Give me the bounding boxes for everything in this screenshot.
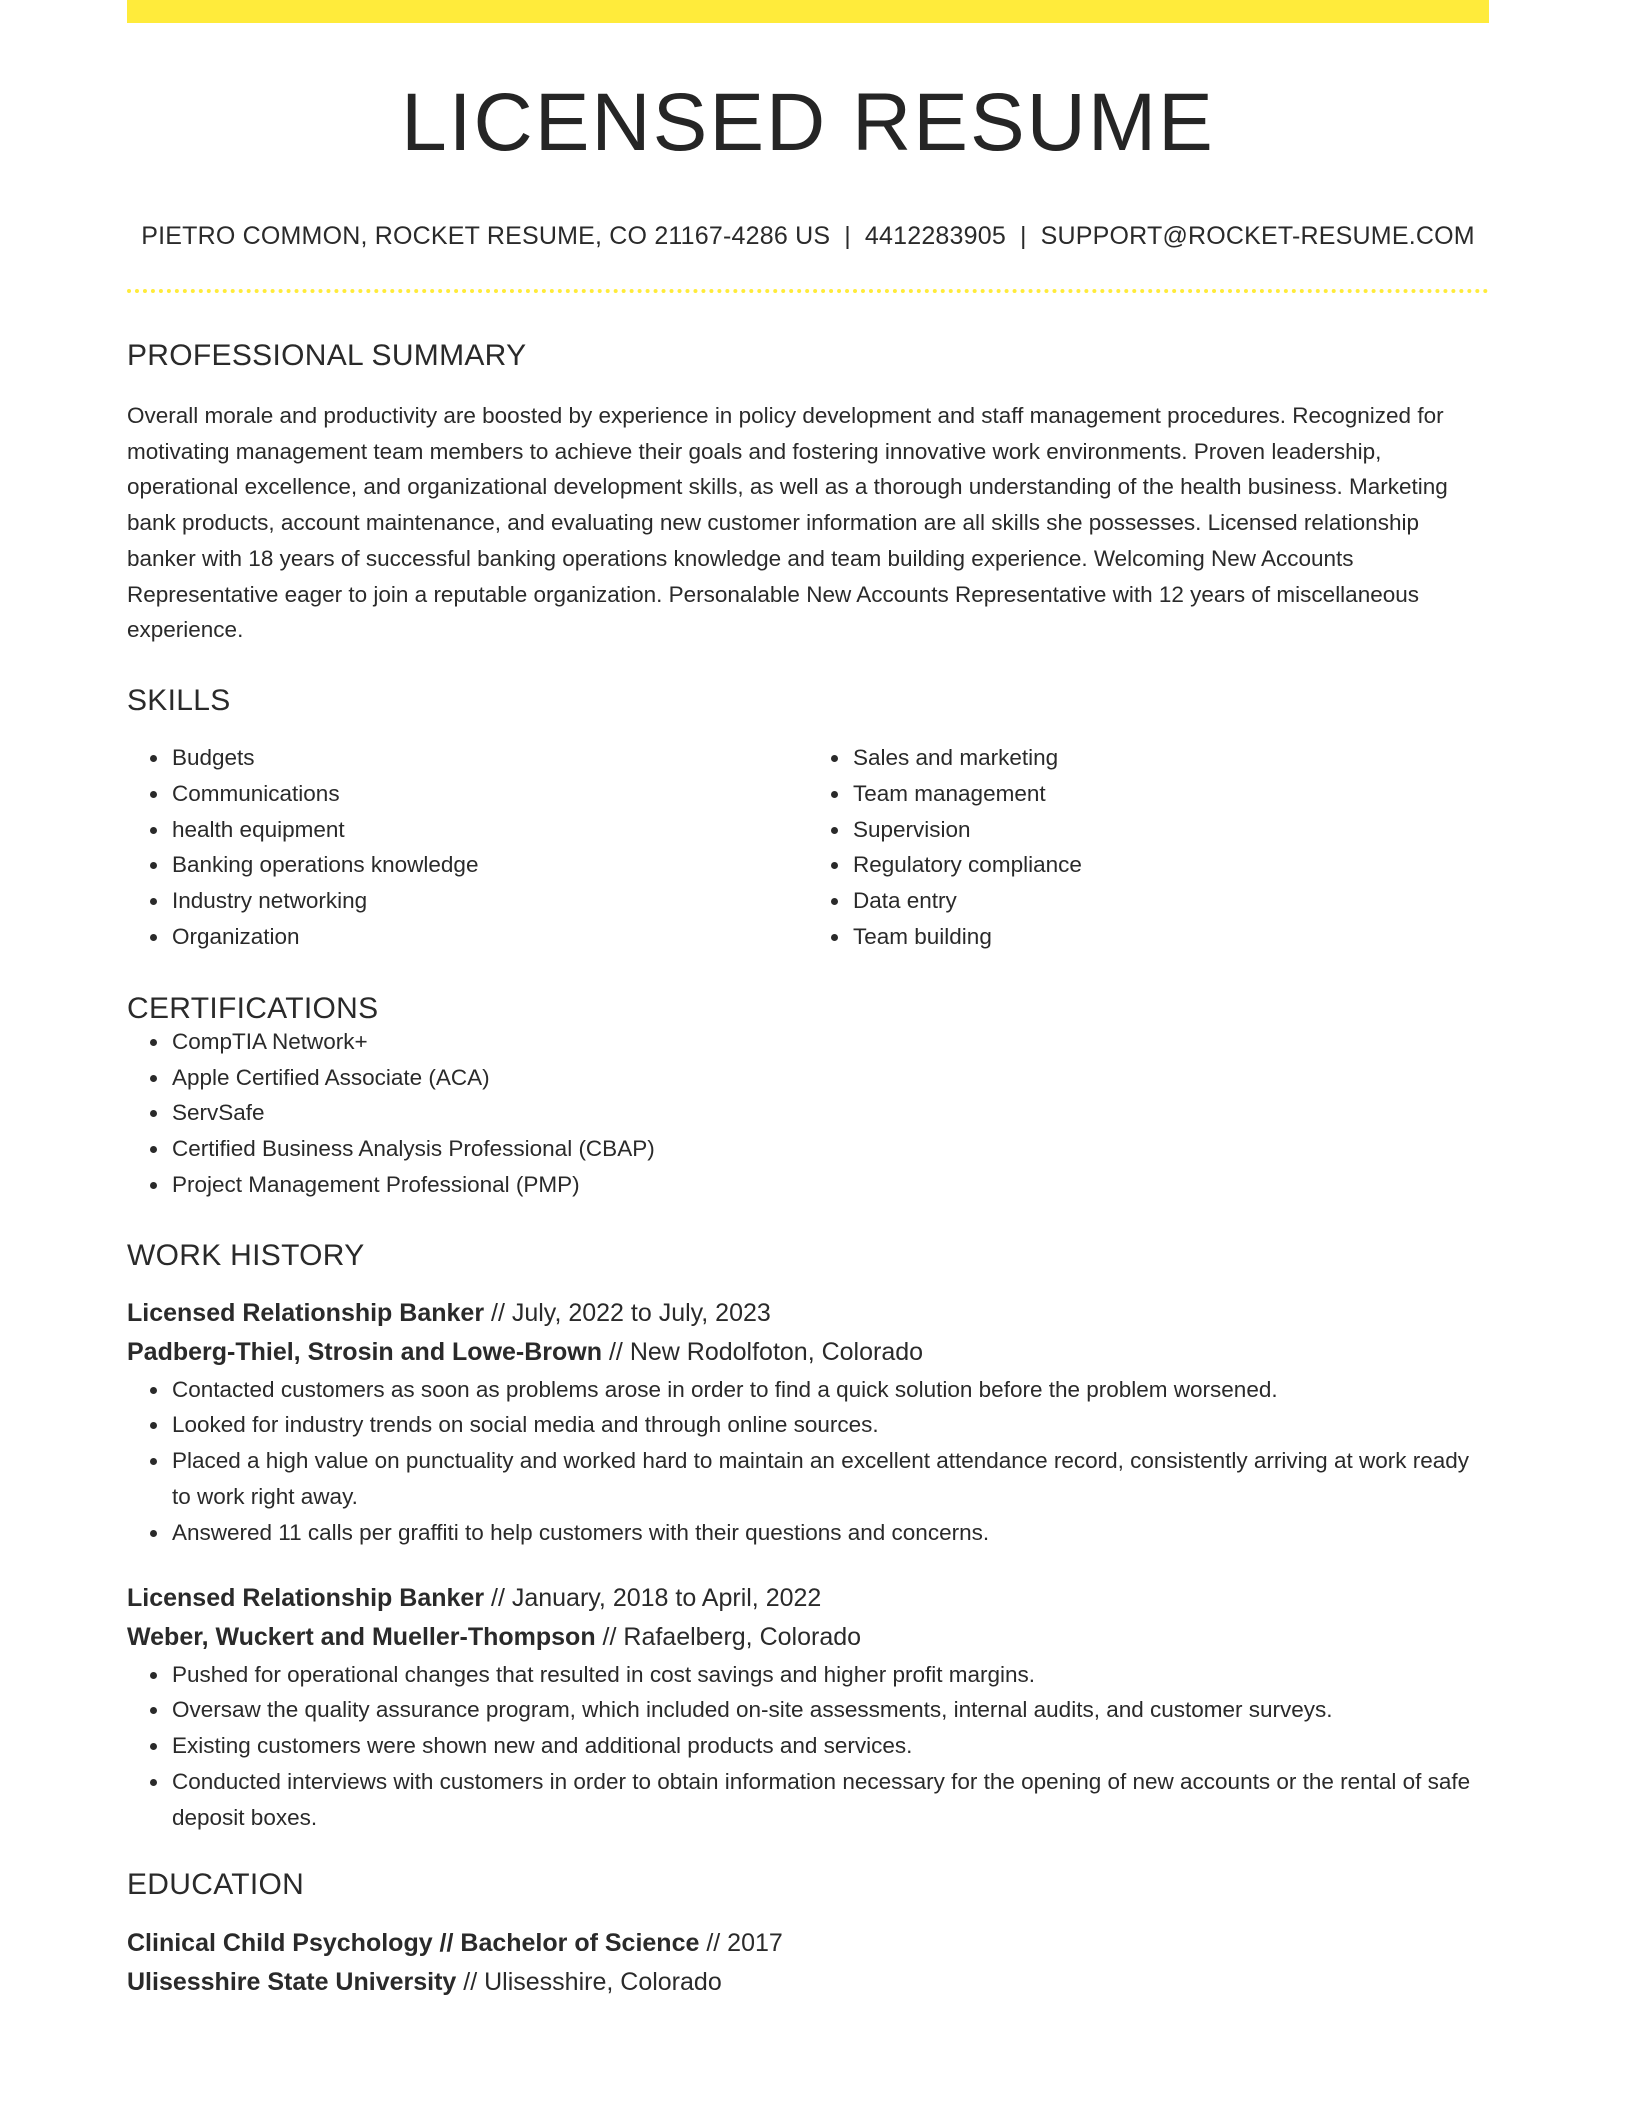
education-degree: Clinical Child Psychology // Bachelor of Science (127, 1928, 700, 1957)
job-title: Licensed Relationship Banker (127, 1583, 485, 1612)
skill-item: • Banking operations knowledge (170, 847, 808, 883)
resume-title: LICENSED RESUME (401, 77, 1215, 168)
job-duty-item: • Placed a high value on punctuality and worked hard to maintain an excellent attendance record, consistently arriving at work ready to work right away. (170, 1443, 1489, 1515)
skill-item: • Industry networking (170, 883, 808, 919)
certification-item: • ServSafe (170, 1095, 1489, 1131)
skills-column-left (127, 740, 808, 955)
job-duty-item: • Contacted customers as soon as problems arose in order to find a quick solution before the problem worsened. (170, 1372, 1489, 1408)
skill-item: • health equipment (170, 812, 808, 848)
certification-item: • Certified Business Analysis Professional (CBAP) (170, 1131, 1489, 1167)
education-degree-line (127, 1924, 1489, 1963)
skill-item: • Sales and marketing (851, 740, 1489, 776)
job-duty-item: • Conducted interviews with customers in order to obtain information necessary for the opening of new accounts or the rental of safe deposit boxes. (170, 1764, 1489, 1836)
job-duty-item: • Existing customers were shown new and additional products and services. (170, 1728, 1489, 1764)
job-company-line (127, 1618, 1489, 1657)
accent-top-bar (127, 0, 1489, 23)
job-duty-item: • Looked for industry trends on social media and through online sources. (170, 1407, 1489, 1443)
job-location: // New Rodolfoton, Colorado (608, 1337, 924, 1366)
contact-email: SUPPORT@ROCKET-RESUME.COM (1040, 222, 1475, 250)
contact-separator: | (1019, 222, 1027, 250)
job-entry (127, 1579, 1489, 1836)
job-title-line (127, 1579, 1489, 1618)
certifications-list (127, 1024, 1489, 1203)
resume-page (127, 0, 1489, 2002)
education-year: // 2017 (706, 1928, 783, 1957)
contact-address: PIETRO COMMON, ROCKET RESUME, CO 21167-4286 US (141, 222, 831, 250)
job-dates: // July, 2022 to July, 2023 (491, 1298, 771, 1327)
skill-item: • Data entry (851, 883, 1489, 919)
skill-item: • Supervision (851, 812, 1489, 848)
contact-phone: 4412283905 (864, 222, 1006, 250)
summary-heading: PROFESSIONAL SUMMARY (127, 339, 527, 372)
job-duty-item: • Pushed for operational changes that resulted in cost savings and higher profit margins. (170, 1657, 1489, 1693)
education-location: // Ulisesshire, Colorado (463, 1967, 722, 1996)
skill-item: • Team management (851, 776, 1489, 812)
contact-line (127, 224, 1489, 249)
skill-item: • Regulatory compliance (851, 847, 1489, 883)
job-entry (127, 1294, 1489, 1551)
job-dates: // January, 2018 to April, 2022 (491, 1583, 822, 1612)
education-school-line (127, 1963, 1489, 2002)
skills-column-right (808, 740, 1489, 955)
dotted-divider (127, 289, 1489, 293)
job-company: Padberg-Thiel, Strosin and Lowe-Brown (127, 1337, 603, 1366)
job-company: Weber, Wuckert and Mueller-Thompson (127, 1622, 596, 1651)
certification-item: • CompTIA Network+ (170, 1024, 1489, 1060)
certification-item: • Apple Certified Associate (ACA) (170, 1060, 1489, 1096)
job-title-line (127, 1294, 1489, 1333)
skills-list (127, 740, 1489, 955)
job-title: Licensed Relationship Banker (127, 1298, 485, 1327)
skill-item: • Organization (170, 919, 808, 955)
education-school: Ulisesshire State University (127, 1967, 457, 1996)
skills-heading: SKILLS (127, 683, 231, 717)
work-history-heading: WORK HISTORY (127, 1238, 365, 1272)
skill-item: • Budgets (170, 740, 808, 776)
job-location: // Rafaelberg, Colorado (602, 1622, 862, 1651)
job-duties-list (127, 1657, 1489, 1836)
certification-item: • Project Management Professional (PMP) (170, 1167, 1489, 1203)
skill-item: • Communications (170, 776, 808, 812)
education-heading: EDUCATION (127, 1867, 305, 1901)
contact-separator: | (844, 222, 851, 250)
summary-text: Overall morale and productivity are boosted by experience in policy development and staff management procedures. Recognized for motivating management team members to achieve their goals and fostering innovative work environments. Proven leadership, operational excellence, and organizational development skills, as well as a thorough understanding of the health business. Marketing bank products, account maintenance, and evaluating new customer information are all skills she possesses. Licensed relationship banker with 18 years of successful banking operations knowledge and team building experience. Welcoming New Accounts Representative eager to join a reputable organization. Personalable New Accounts Representative with 12 years of miscellaneous experience. (127, 403, 1448, 643)
job-duties-list (127, 1372, 1489, 1551)
job-duty-item: • Answered 11 calls per graffiti to help customers with their questions and concerns. (170, 1515, 1489, 1551)
job-duty-item: • Oversaw the quality assurance program, which included on-site assessments, internal audits, and customer surveys. (170, 1692, 1489, 1728)
job-company-line (127, 1333, 1489, 1372)
education-entry (127, 1924, 1489, 2002)
skill-item: • Team building (851, 919, 1489, 955)
certifications-heading: CERTIFICATIONS (127, 991, 379, 1025)
